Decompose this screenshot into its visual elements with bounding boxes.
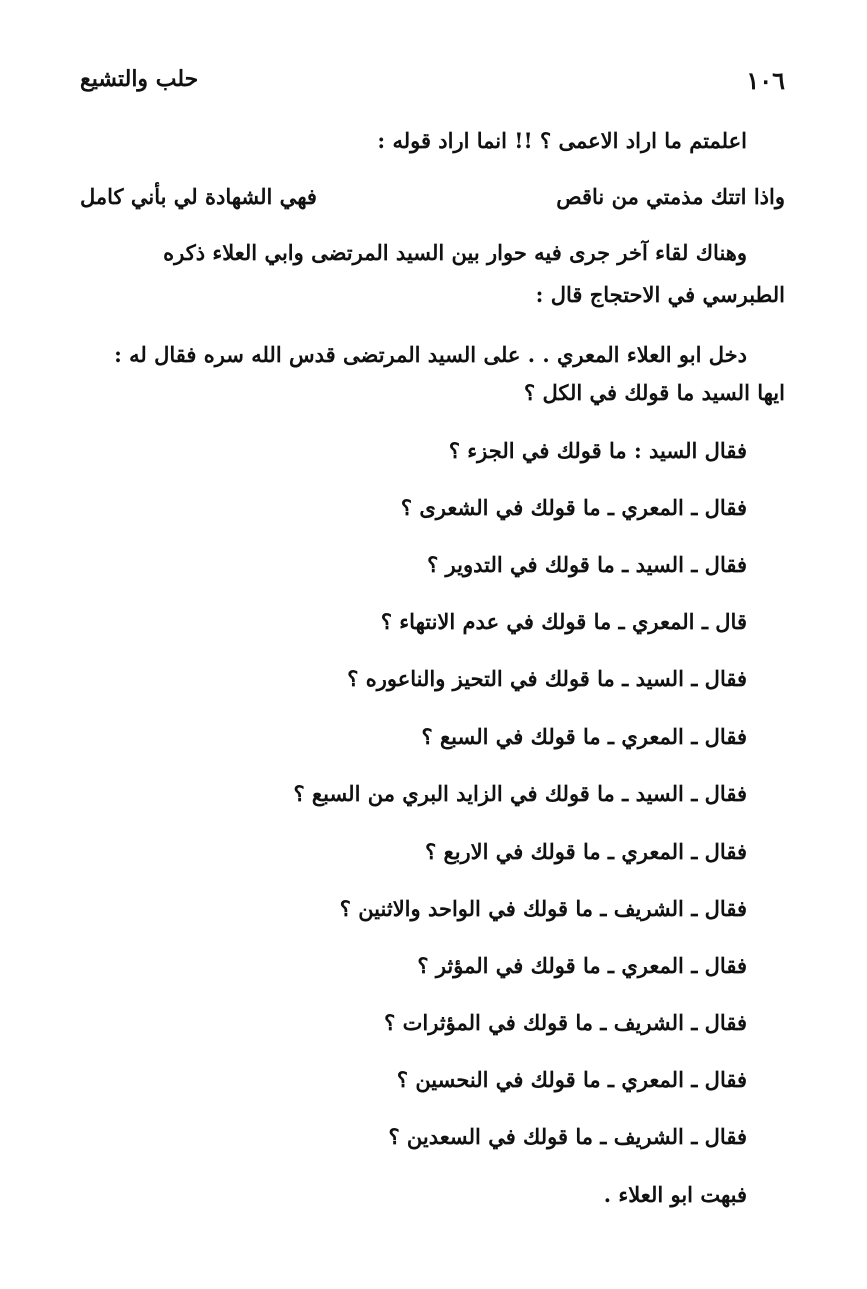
dialogue-line: فقال ـ الشريف ـ ما قولك في السعدين ؟ (388, 1124, 747, 1149)
verse-second-hemistich: فهي الشهادة لي بأني كامل (80, 184, 317, 209)
dialogue-line: فقال ـ المعري ـ ما قولك في النحسين ؟ (396, 1067, 747, 1092)
running-title: حلب والتشيع (80, 66, 199, 92)
dialogue-line: قال ـ المعري ـ ما قولك في عدم الانتهاء ؟ (380, 609, 747, 634)
verse-first-hemistich: واذا اتتك مذمتي من ناقص (556, 184, 785, 209)
dialogue-line: فقال السيد : ما قولك في الجزء ؟ (448, 438, 747, 463)
dialogue-line: فقال ـ السيد ـ ما قولك في التدوير ؟ (427, 552, 747, 577)
dialogue-line: فقال ـ المعري ـ ما قولك في السبع ؟ (421, 724, 747, 749)
intro-line: اعلمتم ما اراد الاعمى ؟ !! انما اراد قوله : (377, 128, 747, 153)
paragraph-1-line-2: الطبرسي في الاحتجاج قال : (535, 282, 785, 307)
dialogue-line: فقال ـ السيد ـ ما قولك في الزايد البري من السبع ؟ (293, 781, 747, 806)
closing-line: فبهت ابو العلاء . (603, 1182, 747, 1207)
paragraph-1-line-1: وهناك لقاء آخر جرى فيه حوار بين السيد المرتضى وابي العلاء ذكره (163, 240, 747, 265)
page-number: ١٠٦ (746, 66, 785, 95)
dialogue-line: فقال ـ الشريف ـ ما قولك في المؤثرات ؟ (384, 1010, 747, 1035)
dialogue-line: فقال ـ المعري ـ ما قولك في الاربع ؟ (425, 839, 747, 864)
paragraph-2-line-2: ايها السيد ما قولك في الكل ؟ (523, 380, 785, 405)
dialogue-line: فقال ـ المعري ـ ما قولك في المؤثر ؟ (417, 953, 747, 978)
dialogue-line: فقال ـ الشريف ـ ما قولك في الواحد والاثنين ؟ (339, 896, 747, 921)
page-header (80, 62, 785, 102)
dialogue-line: فقال ـ المعري ـ ما قولك في الشعرى ؟ (400, 495, 747, 520)
dialogue-line: فقال ـ السيد ـ ما قولك في التحيز والناعوره ؟ (347, 666, 747, 691)
poetry-verse (80, 184, 785, 220)
paragraph-2-line-1: دخل ابو العلاء المعري . . على السيد المرتضى قدس الله سره فقال له : (114, 342, 747, 367)
